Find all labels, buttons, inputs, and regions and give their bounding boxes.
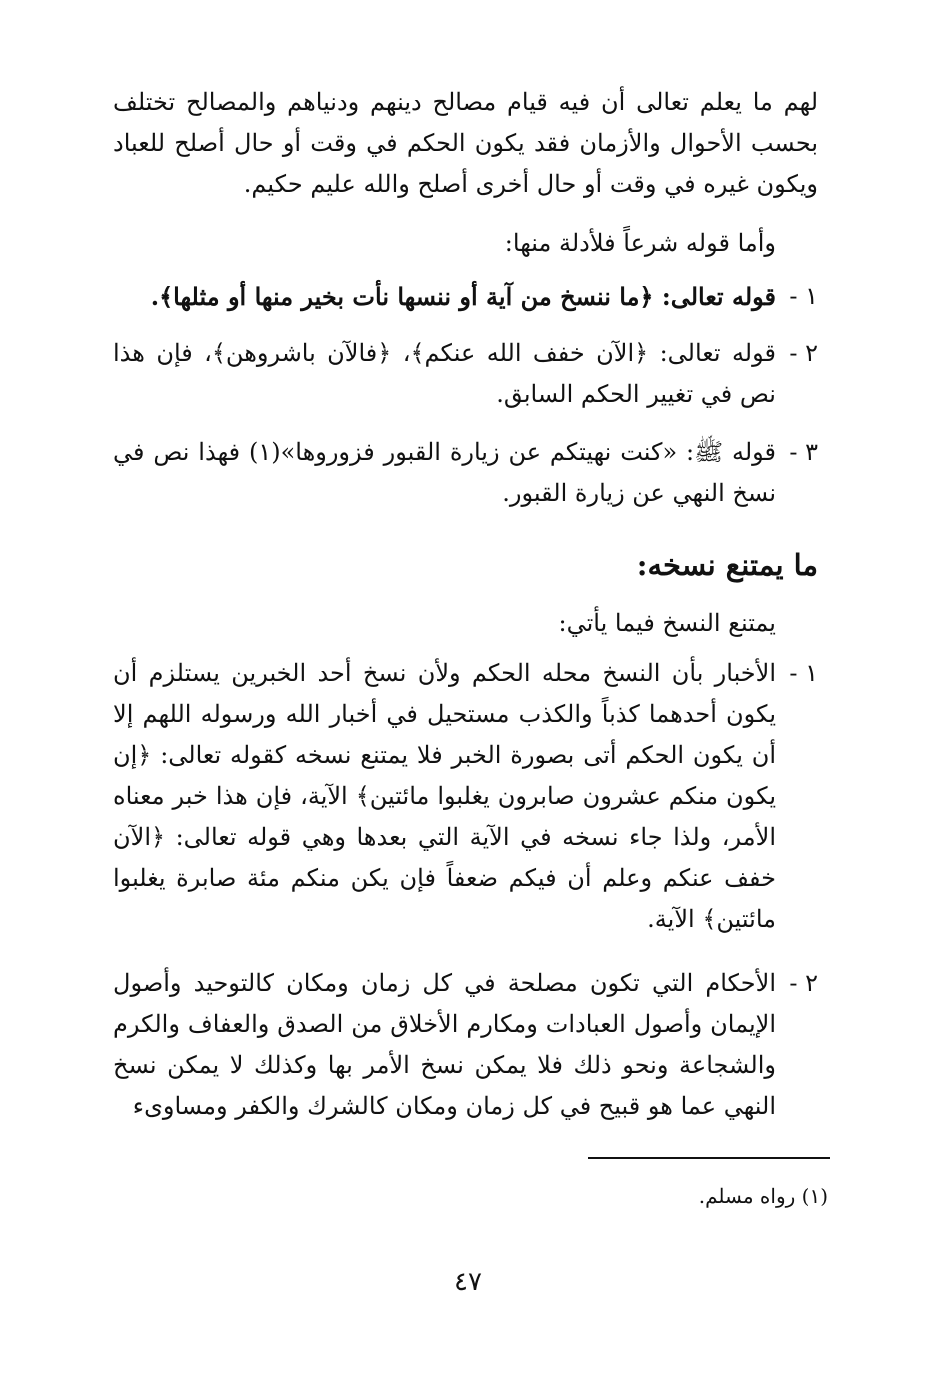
impossible-number-2: ٢ - xyxy=(789,969,818,997)
evidence-intro: وأما قوله شرعاً فلأدلة منها: xyxy=(504,229,776,257)
footnote-separator xyxy=(588,1157,830,1159)
evidence-number-2: ٢ - xyxy=(789,339,818,367)
evidence-item-2 xyxy=(113,333,818,415)
page-number: ٤٧ xyxy=(454,1267,482,1297)
impossible-number-1: ١ - xyxy=(789,659,818,687)
footnote: (١) رواه مسلم. xyxy=(698,1184,828,1208)
impossible-intro: يمتنع النسخ فيما يأتي: xyxy=(558,609,776,637)
evidence-number-3: ٣ - xyxy=(789,438,818,466)
evidence-item-1 xyxy=(113,276,818,317)
evidence-number-1: ١ - xyxy=(789,282,818,310)
section-heading: ما يمتنع نسخه: xyxy=(636,548,818,582)
impossible-text-1: الأخبار بأن النسخ محله الحكم ولأن نسخ أحد الخبرين يستلزم أن يكون أحدهما كذباً والكذب مستحيل في أخبار الله ورسوله اللهم إلا أن يكون الحكم أتى بصورة الخبر فلا يمتنع نسخه كقوله تعالى: ﴿إن يكون منكم عشرون صابرون يغلبوا مائتين﴾ الآية، فإن هذا خبر معناه الأمر، ولذا جاء نسخه في الآية التي بعدها وهي قوله تعالى: ﴿الآن خفف عنكم وعلم أن فيكم ضعفاً فإن يكن منكم مئة صابرة يغلبوا مائتين﴾ الآية. xyxy=(113,659,777,933)
impossible-item-2 xyxy=(113,963,818,1127)
evidence-text-3: قوله ﷺ: «كنت نهيتكم عن زيارة القبور فزوروها»(١) فهذا نص في نسخ النهي عن زيارة القبور. xyxy=(113,438,777,507)
evidence-text-1: قوله تعالى: ﴿ما ننسخ من آية أو ننسها نأت بخير منها أو مثلها﴾. xyxy=(150,282,776,311)
impossible-item-1 xyxy=(113,653,818,940)
intro-paragraph: لهم ما يعلم تعالى أن فيه قيام مصالح دينهم ودنياهم والمصالح تختلف بحسب الأحوال والأزمان فقد يكون الحكم في وقت أو حال أصلح للعباد ويكون غيره في وقت أو حال أخرى أصلح والله عليم حكيم. xyxy=(113,88,819,198)
evidence-text-2: قوله تعالى: ﴿الآن خفف الله عنكم﴾، ﴿فالآن باشروهن﴾، فإن هذا نص في تغيير الحكم السابق. xyxy=(113,339,776,408)
evidence-item-3 xyxy=(113,432,818,514)
impossible-text-2: الأحكام التي تكون مصلحة في كل زمان ومكان كالتوحيد وأصول الإيمان وأصول العبادات ومكارم الأخلاق من الصدق والعفاف والكرم والشجاعة ونحو ذلك فلا يمكن نسخ الأمر بها وكذلك لا يمكن نسخ النهي عما هو قبيح في كل زمان ومكان كالشرك والكفر ومساوىء xyxy=(113,969,776,1120)
